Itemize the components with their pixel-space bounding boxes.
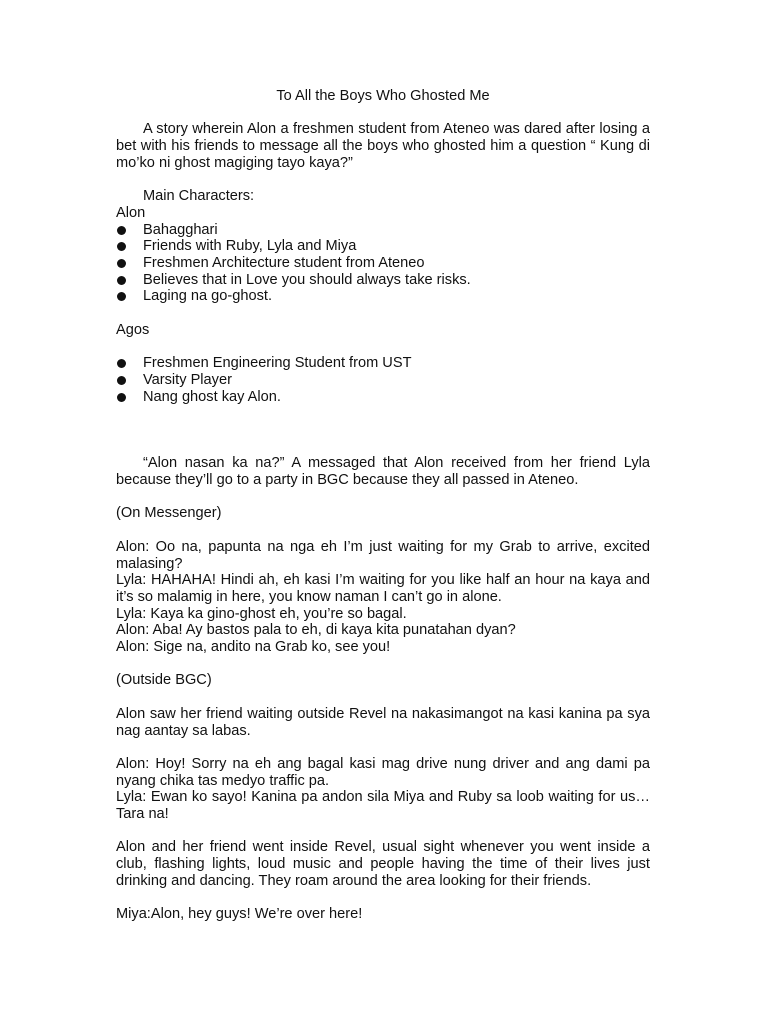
bullet-icon <box>117 393 126 402</box>
bullet-icon <box>117 292 126 301</box>
bullet-icon <box>117 242 126 251</box>
list-item: Bahagghari <box>116 222 650 239</box>
scene-heading-outside: (Outside BGC) <box>116 672 212 689</box>
bullet-icon <box>117 259 126 268</box>
dialogue-line: Lyla: Kaya ka gino-ghost eh, you’re so bagal. <box>116 605 407 622</box>
character-name-alon: Alon <box>116 204 146 221</box>
outside-narration-paragraph: Alon saw her friend waiting outside Revel na nakasimangot na kasi kanina pa sya nag aantay sa labas. <box>116 705 650 739</box>
bullet-icon <box>117 359 126 368</box>
list-item: Freshmen Architecture student from Ateneo <box>116 255 650 272</box>
bullet-icon <box>117 226 126 235</box>
character-traits-agos <box>116 355 650 405</box>
dialogue-line: Alon: Hoy! Sorry na eh ang bagal kasi mag drive nung driver and ang dami pa nyang chika tas medyo traffic pa. <box>116 755 650 789</box>
dialogue-line: Lyla: Ewan ko sayo! Kanina pa andon sila Miya and Ruby sa loob waiting for us… Tara na! <box>116 789 650 823</box>
character-traits-alon <box>116 222 650 306</box>
main-characters-heading: Main Characters: <box>143 188 255 205</box>
inside-narration-paragraph: Alon and her friend went inside Revel, usual sight whenever you went inside a club, flashing lights, loud music and people having the time of their lives just drinking and dancing. They roam around the area looking for their friends. <box>116 839 650 889</box>
dialogue-line: Alon: Aba! Ay bastos pala to eh, di kaya kita punatahan dyan? <box>116 622 516 639</box>
list-item: Laging na go-ghost. <box>116 288 650 305</box>
dialogue-line: Lyla: HAHAHA! Hindi ah, eh kasi I’m waiting for you like half an hour na kaya and it’s so malamig in here, you know naman I can’t go in alone. <box>116 572 650 605</box>
list-item: Freshmen Engineering Student from UST <box>116 355 650 372</box>
bullet-icon <box>117 376 126 385</box>
final-dialogue-line: Miya:Alon, hey guys! We’re over here! <box>116 906 363 923</box>
character-name-agos: Agos <box>116 321 150 338</box>
list-item: Varsity Player <box>116 372 650 389</box>
document-body <box>116 88 650 923</box>
list-item: Nang ghost kay Alon. <box>116 389 650 406</box>
dialogue-line: Alon: Sige na, andito na Grab ko, see you! <box>116 639 391 656</box>
list-item: Believes that in Love you should always take risks. <box>116 272 650 289</box>
bullet-icon <box>117 276 126 285</box>
list-item: Friends with Ruby, Lyla and Miya <box>116 238 650 255</box>
story-opening-paragraph: “Alon nasan ka na?” A messaged that Alon received from her friend Lyla because they’ll go to a party in BGC because they all passed in Ateneo. <box>116 455 650 489</box>
document-title: To All the Boys Who Ghosted Me <box>276 88 490 104</box>
synopsis-paragraph: A story wherein Alon a freshmen student from Ateneo was dared after losing a bet with his friends to message all the boys who ghosted him a question “ Kung di mo’ko ni ghost magiging tayo kaya?” <box>116 121 650 171</box>
messenger-dialogue <box>116 539 650 656</box>
scene-heading-messenger: (On Messenger) <box>116 505 222 522</box>
outside-dialogue <box>116 756 650 823</box>
dialogue-line: Alon: Oo na, papunta na nga eh I’m just waiting for my Grab to arrive, excited malasing? <box>116 538 650 572</box>
